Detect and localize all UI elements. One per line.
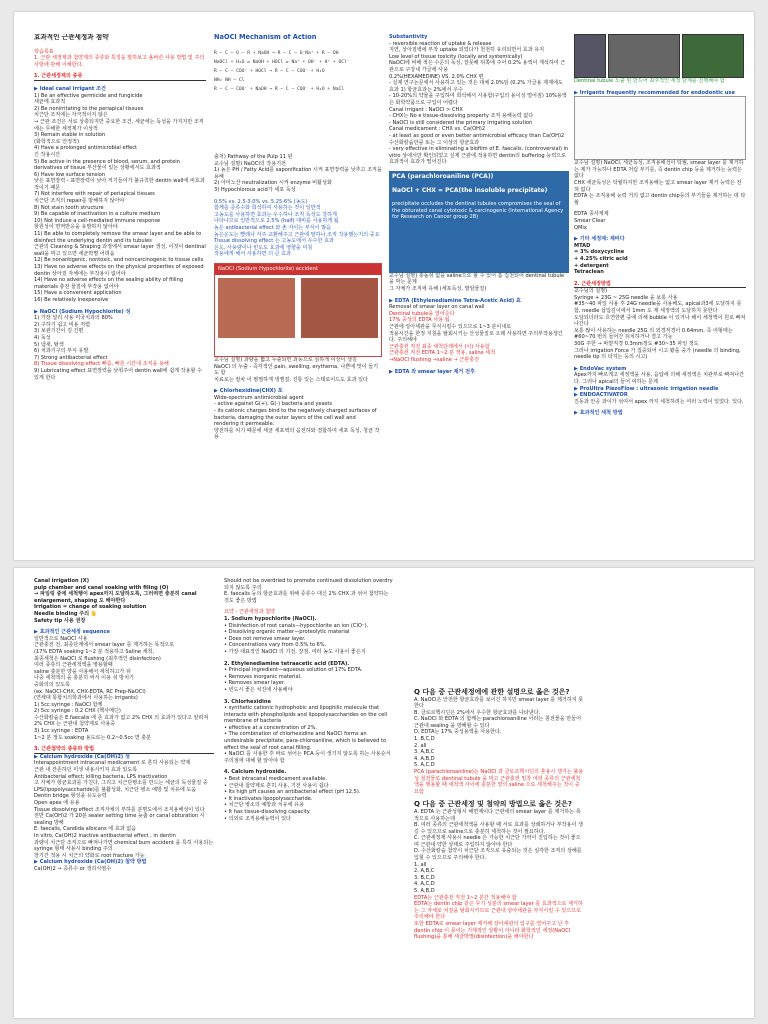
text-line: NaOCl에 비해 적은 수준의 독성, 잘못해 뒤쪽에 주어 0.2% 용액이 재석하여 근관으로 구강내 가글에 사용 xyxy=(389,60,566,73)
text-line: 6) Have low surface tension xyxy=(34,171,106,178)
text-line: MTAD xyxy=(574,242,591,249)
summary-item-line: • 의외로 조직용해능력이 있다 xyxy=(224,815,291,822)
mechanism-caption xyxy=(214,154,382,194)
text-line: 나중 세척액의 을 충분히 써서 이용 섞 방치기 xyxy=(34,675,134,682)
bullet-icon: ▶ xyxy=(34,308,40,315)
text-line: 3) 보관기간이 김 긴편 xyxy=(34,328,84,335)
summary-item-heading: 3. Chlorhexidine xyxy=(224,698,271,705)
text-line: 14) Have no adverse effects on the sealing ability of filling materials 충전 물질에 부작용 없어야 xyxy=(34,277,184,290)
text-line: 2. all xyxy=(414,742,427,749)
text-line: 높은 antibacterial effect 와 촌 자이는 부식이 많음 xyxy=(214,224,332,231)
text-line: 8) Not stain tooth structure xyxy=(34,204,104,211)
bullet-icon: ▶ xyxy=(389,297,395,304)
text-line: 최종세척은 NaOCl 로 flushing (최후적인 disinfection) xyxy=(34,655,161,662)
page1-column-1 xyxy=(34,34,206,554)
text-line: Interappointment intracanal medicament 로 흔히 사용되는 약제 xyxy=(34,760,191,767)
text-line: 전반 Ca(OH)2 가 20분 sealer setting time 늦춤 or canal obturation 시 sealing 방해 xyxy=(34,813,205,826)
text-line: 2. A,B,C xyxy=(414,868,435,875)
summary-item-line: • Principal ingredient—aqueous solution of 17% EDTA. xyxy=(224,667,363,674)
chx-heading: ▶ Chlorhexidine(CHX) 포 xyxy=(214,388,283,395)
text-line: 근관에 상아세관을 무식시킬수 있으므로 1~3 분이내로 xyxy=(389,324,512,331)
caoh-method-heading: ▶ Calcium hydroxide (Ca(OH)2) 첨약 방법 xyxy=(34,859,147,866)
text-line: Tissue dissolving effect 는 고농도에서 우수한 효과 xyxy=(214,238,334,245)
text-line: 4) 독성 xyxy=(34,334,51,341)
text-line: 0.2%(HEXAMEDINE) VS. 2.0% CHX 편 xyxy=(389,73,484,80)
text-line: 7) Strong antibacterial effect xyxy=(34,354,108,361)
page2-column-3 xyxy=(414,688,584,1014)
text-line: 고 자체가 항균효과를 가진다, 그리고 치근단병소를 만드는 세균의 독성물질 중 LPS(lipopolysaccharide)를 불활성화, 치근단 병소 예방 및 치유에 도움 xyxy=(34,780,208,793)
section-heading: 3. 근관첨약의 종류와 방법 xyxy=(34,746,214,754)
text-line: 교수님 설명) 과량을 짧고 누출되면 과동으로 심하게 이상이 생김 xyxy=(214,356,357,363)
text-line: Dentin bridge 형성을 유도능력 xyxy=(34,793,107,800)
text-line: 수산화칼슘은 E.faecalis 에 존 효과가 없고 2% CHX 의 효과가 있다고 알려져 2% CHX 는 근관내 첨약제로 사용중 xyxy=(34,714,209,728)
bullet-icon: ▶ xyxy=(34,629,40,636)
text-line: 근관충전 직전 EDTA 1~2 분 적용, saline 세척 xyxy=(389,350,496,357)
page2-column-2 xyxy=(224,578,394,1014)
text-line: 9) Be capable of inactivation in a culture medium xyxy=(34,211,161,218)
text-line: Antibacterial effect; killing bacteria, LPS inactivation xyxy=(34,773,168,780)
proultra-heading: ▶ ProUltra PiezoFlow : ultrasonic irrigation needle xyxy=(574,385,719,392)
bullet-icon: ▶ xyxy=(574,365,580,372)
page1-column-4 xyxy=(574,34,746,554)
clinical-photo-2 xyxy=(301,278,378,338)
summary-item-line: • Disinfection of root canals—hypochlorite an ion (ClO⁻). xyxy=(224,622,369,629)
text-line: R — C — COO⁻ + NaOH → R — C — COO⁻ + H₂O + NaCl xyxy=(214,86,344,92)
mechanism-title: NaOCl Mechanism of Action xyxy=(214,34,317,41)
text-line: →NaOCl flushing →saline → 근관충전 xyxy=(389,357,480,363)
text-line: 1. all xyxy=(414,861,427,868)
text-line: #35~40 파일 사용 후 24G needle을 사용해도, apical과3에 도달하지 못함, needle 삽입깊이에서 1mm 도 제 세정액의 도달하지 못한다 xyxy=(574,301,742,315)
text-line: 6) 치과기구의 부식 유발 xyxy=(34,348,89,355)
goal-text: 1. 근관 세정제과 첨약제의 종류와 특징을 말하보고 올바른 사용 방법 및 주의 사항에 관해 이해한다. xyxy=(34,55,205,68)
sem-photos xyxy=(574,34,746,78)
text-line: NH₂ NH — Cl xyxy=(214,77,245,83)
text-line: 과량이 치근단 조직으로 빠져나가면 chemical burn accident 을 특히 사용되는 syringe 형태 사용시 binding 주의 xyxy=(34,839,214,853)
text-line: 낮은 표면장력 - 표면장력이 낮아 저기들어가 불규칙한 dentin wall에 비효과적이기 때문 xyxy=(34,178,205,191)
concentration-list xyxy=(214,199,382,258)
text-line: Needle binding 주의 🖐 xyxy=(34,610,98,617)
text-line: 2) 구하기 쉽고 비용 저렴 xyxy=(34,321,90,328)
summary-item-line: • 치근단 병소의 예방과 치유에 유용 xyxy=(224,802,304,809)
text-line: 지연, 상아질벽에 부착 uptake 되었다가 천천히 유리되면서 효과 유지 xyxy=(389,47,545,54)
text-line: 2) Be nonirritating to the periapical tissues xyxy=(34,105,144,112)
mechanism-equations xyxy=(214,49,382,94)
text-line: 10) Not induce a cell-mediated immune response xyxy=(34,217,161,224)
summary-item-line: • Concentrations vary from 0.5% to 6%. xyxy=(224,642,327,649)
question-1-options xyxy=(414,697,584,770)
ideal-heading: ▶ Ideal canal irrigant 조건 xyxy=(34,85,106,92)
text-line: D. EDTA는 17% 중성용액을 사용한다. xyxy=(414,729,502,736)
sem-photo-1 xyxy=(574,34,606,78)
substantivity-heading: Substantivity xyxy=(389,34,428,40)
accident-figure xyxy=(214,263,382,357)
other-irrigant-list xyxy=(574,243,746,276)
text-line: 1) 5cc syringe : NaOCl 함께 xyxy=(34,701,103,708)
text-line: 5) Be active in the presence of blood, serum, and protein derivatives of tissue 부산물이 있는 상황에서도 효과적 xyxy=(34,158,180,172)
edta-heading: ▶ EDTA (Ethylenediamine Tetra-Acetic Acid) 효 xyxy=(389,297,521,304)
sequence-list xyxy=(34,636,214,742)
text-line: R — C — COO⁻ + HOCl → R — C — COO⁻ + H₂O xyxy=(214,68,325,74)
text-line: 13) Have no adverse effects on the physical properties of exposed dentin 상아질 자체에는 부작용이 없어야 xyxy=(34,264,204,277)
section-heading: 1. 근관세정제의 종류 xyxy=(34,73,206,81)
text-line: 1) 높은 PH / Fatty Acid를 saponification 시켜 표면장력을 낮추고 조직을 용해 xyxy=(214,167,382,180)
summary-item-line: • Dissolving organic matter—proteolytic material xyxy=(224,629,350,636)
text-line: (ex. NaOCl-CHX, CHX-EDTA, RC Prep-NaOCl) xyxy=(34,688,146,695)
text-line: 0.5% vs. 2.5-3.0% vs. 5.25-6% (농도) xyxy=(214,198,308,205)
text-line: E. faecalis, Candida albicans 에 효과 없음 xyxy=(34,826,137,833)
text-line: E. faecalis 등의 항균효과를 위해 증류수 대신 2% CHX 과 섞어 첨약하는 것도 좋은 방법 xyxy=(224,591,389,604)
text-line: 1~2 분 정도 soaking 용도로는 0.2~0.5cc 면 충분 xyxy=(34,734,152,741)
summary-heading: 요약 - 근관세정과 첨약 xyxy=(224,609,275,616)
text-line: 장기간 적용 시 치근의 약화로 root fracture 가능 xyxy=(34,852,145,859)
pca-equation: NaOCl + CHX = PCA(the insoluble precipitate) xyxy=(392,187,548,195)
text-line: B. 여러 종류의 근관세척액을 사용할 때 서로 효과를 상쇄하거나 부작용이 생길 수 있으므로 saline으로 충분히 세척하는 것이 필요하다. xyxy=(414,822,583,835)
text-line: 3. B,C,D xyxy=(414,874,435,881)
text-line: saline 충분한 양을 사용해서 세척하고가 뒤 xyxy=(34,668,131,675)
text-line: - very effective in eliminating a biofilm of E. faecalis. (controversial) in vitro 상에서만 확인되었고 실제 근관에 적용하면 dentin의 buffering 능력으로 효과적이 효과가 떨어진다 xyxy=(389,146,569,166)
chx-subtitle: Wide-spectrum antimicrobial agent xyxy=(214,394,304,401)
text-line: 여러 종류의 근관세척액을 병용할때 xyxy=(34,662,113,669)
page1-column-2 xyxy=(214,34,382,554)
text-line: 적용시간을 한정 지침을 탈회시키는 산성물질로 오래 사용하면 주의부작용생긴다. 주의해야 xyxy=(389,330,563,344)
text-line: pulp chamber and canal soaking with filing (O) xyxy=(34,584,169,591)
text-line: Low level of tissue toxicity (locally and systemically) xyxy=(389,53,523,60)
text-line: → 근관 조건은 서로 상충되지만 중요한 조건, 세균에는 독성을 가지지만 조직에는 무해한 세정제가 이상적 xyxy=(34,118,204,132)
summary-item-line: • It has tissue-dissolving capacity. xyxy=(224,809,311,815)
text-line: 16) Be relatively inexpensive xyxy=(34,296,109,303)
summary-item-line: • Removes smear layer. xyxy=(224,680,286,687)
text-line: R — C — O — R + NaOH → R — C — O⁻Na⁺ + R — OH xyxy=(214,50,339,56)
text-line: + detergent xyxy=(574,262,609,269)
text-line: (연세대 통합치의학과에서 사용하는 irrigants) xyxy=(34,695,138,702)
text-line: 1. B,C,D xyxy=(414,736,435,743)
doc-title: 효과적인 근관세정과 첨약 xyxy=(34,34,109,41)
text-line: 3) Hypochlorous acid가 세포 독성 xyxy=(214,186,296,193)
text-line: 5. A,C,D xyxy=(414,762,435,769)
text-line: 그러나 irrigation Force 가 집중되어 시고 봤을 중가 (needle 의 binding, needle tip 의 타지는 등의 시고) xyxy=(574,347,741,361)
text-line: 3) 1cc syringe : EDTA xyxy=(34,728,89,735)
bullet-icon: ▶ xyxy=(34,753,40,760)
text-line: - CHX는 No e tissue-dissolving property 조직 용해능력 없다 xyxy=(389,113,534,120)
text-line: B. 클로르헥시딘은 2%에서 우수한 항균효과를 나타낸다. xyxy=(414,709,541,716)
text-line: - reversible reaction of uptake & release xyxy=(389,40,492,47)
text-line: A. NaOCl은 안전한 항균효과를 보이긴 하지만 smear layer 를 제거하지 못한다 xyxy=(414,696,584,710)
sem-photo-3 xyxy=(682,34,744,78)
text-line: Smear Clear xyxy=(574,217,606,224)
text-line: Syringe + 23G ~ 25G needle 을 보통 사용 xyxy=(574,294,678,301)
pca-notes xyxy=(389,273,569,293)
text-line: 온도, 사용량이나 빈도도 효과에 영향을 미침 xyxy=(214,244,313,251)
accident-title: NaOCl (Sodium Hypochlorite) accident xyxy=(215,264,381,275)
summary-item-line: • 가장 대표적인 NaOCl 의 기전, 장점, 여러 농도 사용이 좋은지 xyxy=(224,648,366,655)
text-line: 근관 내 잔존하던 미생 내용사키지 효과 있도록 xyxy=(34,767,138,774)
text-line: 11) Be able to completely remove the smear layer and be able to disinfect the underlying dentin and its tubules xyxy=(34,231,202,244)
text-line: 도달되더라도 흐연한편 중에 의해 bubble 이 있거나 해서 세정액이 원로 빠져나간다 xyxy=(574,314,746,328)
text-line: 작용에게 해서 사용하면 더 큰 효과 xyxy=(214,251,291,258)
section-heading: 2. 근관세정방법 xyxy=(574,281,746,289)
text-line: = 3% doxycycline xyxy=(574,249,625,256)
caoh-method-text: Ca(OH)2 → 증류수 or 생리식염수 xyxy=(34,865,112,872)
clinical-photo-1 xyxy=(218,278,295,338)
sem-photo-2 xyxy=(608,34,680,78)
caoh-heading: ▶ Calcium hydroxide (Ca(OH)2) 성 xyxy=(34,753,130,760)
summary-item-line: • 근관내 첨약제로 흔히 사용, 기전 사용이 쉽다 xyxy=(224,782,329,789)
irrigation-method-list xyxy=(574,288,746,361)
edta-list xyxy=(389,304,569,363)
irrigant-table xyxy=(574,96,746,160)
question-2-options xyxy=(414,809,584,895)
sequence-heading: ▶ 효과적인 근관세정 sequence xyxy=(34,629,110,636)
text-line: 4) Have a prolonged antimicrobial effect xyxy=(34,145,138,152)
mechanism-figure xyxy=(214,34,382,154)
text-line: Irrigation = change of soaking solution xyxy=(34,604,147,611)
text-line: 근관충전 전, 최종단계에서 smear layer 를 제거하는 목적으로 xyxy=(34,642,175,649)
text-line: 교수님 설명) 충돌섞 없을 saline으로 할 수 있어 흡 집천되어 dentinal tubule을 막는 문제 xyxy=(389,272,565,286)
bullet-icon: ▶ xyxy=(574,89,580,96)
question-2: Q 다음 중 근관세정 및 첨약의 방법으로 옳은 것은? xyxy=(414,800,572,809)
text-line: 12) Be nonantigenic, nontoxic, and noncarcinogenic to tissue cells xyxy=(34,257,204,264)
summary-item-heading: 2. Ethylenediamine tetraacetic acid (EDTA). xyxy=(224,660,350,667)
text-line: 2) 아미노산 neutralization 시켜 enzyme 비활성화 xyxy=(214,180,332,187)
naocl-list xyxy=(34,315,206,381)
text-line: EDTA 종사제제 xyxy=(574,211,609,218)
summary-item-line: • synthetic cationic hydrophobic and lipophilic molecule that interacts with phospholipids and lipopolysaccharides on the cell membrane of bacteria xyxy=(224,705,388,725)
endovac-heading: ▶ EndoVac system xyxy=(574,365,627,372)
summary-item-line: • It inactivates lipopolysaccharide. xyxy=(224,795,313,802)
text-line: 보통 많이 사용하는 needle 25G 의 외경직경이 0.64mm, 즉 여형태는 #60~70 번의 들어간 뒤치하거나 결고 가능 xyxy=(574,327,733,341)
edta-mix-heading: ▶ EDTA 와 smear layer 제거 전후 xyxy=(389,368,475,375)
text-line: 근관의 Cleaning & Shaping 과정에서 smear layer 생성, 이것이 dentinal wall을 막고 있으면 세균박멸 어려움 xyxy=(34,244,206,257)
bullet-icon: ▶ xyxy=(34,85,40,92)
text-line: - active against G(+), G(-) bacteria and yeasts xyxy=(214,401,333,408)
text-line: In vitro, Ca(OH)2 inactive antibacterial effect , in dentin xyxy=(34,832,176,839)
text-line: 높은온도는 빨래나 자주 교환해주고 근관에 말하나 조직 작용했는지의 중요 xyxy=(214,231,380,238)
naocl-heading: ▶ NaOCl (Sodium Hypochlorite) 성 xyxy=(34,308,131,315)
text-line: 8) Tissue dissolving effect 빠름, 빠른 시간내 조직을 용해 xyxy=(34,361,169,368)
text-line: 2) 5cc syringe : 0.2 CHX (헥사메딘) xyxy=(34,708,121,715)
text-line: 치근단 조직의 repair를 방해하지 않아야 xyxy=(34,198,125,205)
text-line: 교수님 설명) NaOCl의 작용기전 xyxy=(214,160,286,167)
explanation-2: EDTA는 근관충전 직전 1~2 분간 적용해야 함 EDTA는 dentin chip 같은 무기 성분의 smear layer 를 효과적으로 제거하는 그 자체로 치질을 탈회시키므로 근관내 상아세관을 부식시킬 수 있으므로 주의해야 한다 또한 EDTA로 smear layer 제거해 상아세관의 입구를 열어주고 난 후 dentin chip 이 뭉이는 기계적인 상황이 아니라 화학적인 세정(NaOCl flushing)을 통해 세균박멸(disinfection)을 해야한다 xyxy=(414,894,583,941)
text-line: 세균에 효과적 xyxy=(34,99,66,106)
effective-method-heading: ▶ 효과적인 세척 방법 xyxy=(574,410,623,417)
chx-list xyxy=(214,401,382,441)
ideal-list xyxy=(34,93,206,304)
pca-figure xyxy=(389,171,569,273)
summary-item-line: • NaOCl 를 사용한 후 바로 섞어는 PCA 등이 생기지 않도록 하는 사용순서 주의점에 대해 할 알아야 함 xyxy=(224,751,391,764)
text-line: - NaOCl is still considered the primary irrigating solution xyxy=(389,119,533,126)
caoh-list xyxy=(34,760,214,859)
bullet-icon: ▶ xyxy=(389,368,395,375)
text-line: - 실제 연구논문에서 사용하고 있는 것은 대체 2.0%임 (0.2% 가글용 제제에도 효과 1) 항균효과는 2%에서 우수 xyxy=(389,80,563,93)
explanation-1: PCA (parachloroaniline)는 NaOCl 과 클로르헥시딘의 혼용시 생기는 불용성 침전물로 dentinal tubule 을 막고 근관충전 밀착 여러 종류의 근관세척액을 병용할 때 세척액 사이에 충분한 양의 saline 으로 세척해주는 것이 중요함 xyxy=(414,769,584,795)
document-page-1 xyxy=(14,12,754,560)
text-line: Canal medicament : CHX vs. Ca(OH)2 xyxy=(389,126,486,133)
pca-title: PCA (parachloroaniline (PCA)) xyxy=(392,172,494,180)
text-line: Canal irrigation (X) xyxy=(34,578,90,584)
endovac-text: Apex까지 빠르게고 세정액을 사용, 음압에 의해 세정액은 치관부로 빠져나간다. 그러나 apical의 들어 여하는 문제 xyxy=(574,372,745,385)
goal-heading: 학습목표 xyxy=(34,48,54,55)
text-line: 출처) Pathway of the Pulp 11 판 xyxy=(214,154,293,160)
text-line: 치근단 조직에는 자극적이지 않은 xyxy=(34,112,108,119)
bullet-icon: ▶ xyxy=(34,859,40,866)
summary-list xyxy=(224,616,394,827)
canal-irrigation-notes xyxy=(34,578,214,624)
page1-column-3 xyxy=(389,34,569,554)
text-line: 교수님 설명) NaOCl, 세균독성, 조직용해성이 탁월, smear layer 를 제거하는 제가 가능하나 EDTA 처럼 부기를, 즉 dentin chip 등을 제거하는 능력은 없다 xyxy=(574,160,744,180)
text-line: - its cationic charges bind to the negatively charged surfaces of bacteria, damaging the outer layers of the cell wall and rendering it permeable. xyxy=(214,408,377,428)
text-line: → 파일링 중에 세척행이 apex까지 도달하도록, 그러려면 충분히 canal enlargement, shaping 도 해야한다 xyxy=(34,591,197,604)
text-line: NaOCl + H₂O ⇌ NaOH + HOCl ⇌ Na⁺ + OH⁻ + H⁺ + OCl⁻ xyxy=(214,59,350,65)
text-line: Tissue dissolving effect 조직자체의 부하를 분명도에서 조직용해성이 있다 xyxy=(34,806,205,813)
text-line: - at least as good or even better antimicrobial efficacy than Ca(OH)2 수산화칼슘만큼 또는 그 이상의 항균효과 xyxy=(389,132,565,146)
text-line: 그 자체가 조직에 유해 (세포독성, 발암물질) xyxy=(389,286,487,293)
text-line: 나타나므로 일반적으로 2.5% (half) 대비를 사용하게 됨 xyxy=(214,218,339,225)
text-line: 항원성이 면역반응을 유발하지 않아야 xyxy=(34,224,118,231)
endoactivator-heading: ▶ ENDOACTIVATOR xyxy=(574,392,628,399)
text-line: 고농도를 사용하면 효과는 우수하나 조직 독성도 강하게 xyxy=(214,211,337,218)
text-line: 4. A,B,D xyxy=(414,755,435,762)
bullet-icon: ▶ xyxy=(574,410,580,417)
text-line: 함께를 증류수와 희석하여 사용하는 것이 일반적 xyxy=(214,205,321,212)
bullet-icon: ▶ xyxy=(574,385,580,392)
text-line: 9) Lubricating effect 표면장력을 낮춰주어 dentin wall에 쉽게 작용할 수 있게 한다 xyxy=(34,367,202,381)
pca-description: precipitate occludes the dentinal tubules compromises the seal of the obturated canal cytotoxic & carcinogenic (International Agency for Research on Cancer group 2B) xyxy=(392,201,564,221)
text-line: 5) 냄새, 탈색 xyxy=(34,341,64,348)
text-line: 15) Have a convenient application xyxy=(34,290,122,297)
bullet-icon: ▶ xyxy=(574,392,580,399)
text-line: 7) Not interfere with repair of periapical tissues xyxy=(34,191,155,198)
endoactivator-text: 진동과 안공 과이가 섞여서 apex 까지 세척하려는 여러 노력이 있었다. 있다. xyxy=(574,398,744,405)
summary-item-line: • 빈도시 좋은 치진에 사용해야 xyxy=(224,686,293,693)
text-line: C. 근관세정제 사용시 needle 은 가능한 치근단 가까이 진입하는 것이 좋으며 근관내 약한 상태로 주입하지 않아야 한다 xyxy=(414,835,581,848)
text-line: Canal irrigant : NaOCl > CHX xyxy=(389,106,463,113)
text-line: EDTA 는 조직용해 능력 거의 없고 dentin chip등의 부기들을 제거하는 데 탁월 xyxy=(574,193,746,206)
text-line: Safety tip 사용 권장 xyxy=(34,617,86,624)
text-line: 치료로는 절차 이 찜찜하게 냉찜질, 진통 있는 스테로이드도 효과 있다 xyxy=(214,376,368,383)
text-line: 교수님의 설명) xyxy=(574,288,608,295)
text-line: 3. A,B,C xyxy=(414,749,435,756)
text-line: (화학적으로 안정적) xyxy=(34,138,79,145)
question-1: Q 다음 중 근관세정에에 관한 설명으로 옳은 것은? xyxy=(414,688,570,696)
text-line: Tetraclean xyxy=(574,269,604,276)
document-page-2 xyxy=(14,568,754,1018)
summary-item-heading: 4. Calcium hydroxide. xyxy=(224,769,287,776)
text-line: - 10-20%의 약물을 구입하여 희석해서 사용함(구입의 용이성 떨어짐) 10%용액은 화학약품으로 구입이 어렵다 xyxy=(389,93,567,106)
page2-column-1 xyxy=(34,578,214,1014)
overdry-notes xyxy=(224,578,394,604)
text-line: QMix xyxy=(574,224,587,231)
summary-item-line: • effective at a concentration of 2%. xyxy=(224,724,317,731)
text-line: NaOCl 의 누출 - 즉각적인 pain, swelling, erythema, 나쁜에 맛이 들기도 함 xyxy=(214,363,379,377)
photo-caption: Dentinal tubule 노출 된 만드어 최후적인 세정 단계를 진행해야 함 xyxy=(574,78,725,84)
summary-item-heading: 1. Sodium hypochlorite (NaOCl). xyxy=(224,615,317,622)
irrigant-table-heading: ▶ Irrigants frequently recommended for endodontic use xyxy=(574,89,735,96)
irrigant-notes xyxy=(574,160,746,206)
summary-item-line: • Does not remove smear layer. xyxy=(224,635,306,642)
text-line: (17% EDTA soaking 1~2 분 적용하고 Saline 세척, xyxy=(34,648,155,655)
text-line: 중화의의 있도록 xyxy=(34,681,71,688)
accident-notes xyxy=(214,357,382,383)
text-line: 1) Be an effective germicide and fungicide xyxy=(34,92,143,99)
text-line: D. 수산화칼슘 첨약시 치근단 조직으로 유출되는 것은 심각한 조직의 상해를 입힐 수 있으므로 주의해야 한다. xyxy=(414,848,582,862)
summary-item-line: • Its high pH causes an antibacterial effect (pH 12.5). xyxy=(224,789,361,796)
bullet-icon: ▶ xyxy=(214,388,220,395)
substantivity-list xyxy=(389,41,569,166)
text-line: 1) 가장 널리 사용 미국치과의 80% xyxy=(34,315,113,322)
text-line: Should not be overdried to promote continued dissolution overdry 되지 않도록 주의 xyxy=(224,578,393,591)
text-line: A. EDTA 는 근관성형시 해면제이다 근관세의 smear layer 를 제거하는 목적으로 사용하는데 xyxy=(414,808,581,822)
summary-item-line: • Best intracanal medicament available. xyxy=(224,776,327,783)
text-line: 긴 작용시간 xyxy=(34,151,61,158)
other-irrigant-heading: ▶ 기타 세정제: 제바다 xyxy=(574,236,625,243)
text-line: 30G 주한 → 바깥직경 0.3mm정도 #30~35 파일 정도 xyxy=(574,341,699,348)
edta-products xyxy=(574,211,746,231)
text-line: Removal of smear layer on canal wall xyxy=(389,304,485,311)
text-line: Dentinal tubule을 열어준다 xyxy=(389,310,455,317)
text-line: 3) Remain stable in solution xyxy=(34,132,106,139)
bullet-icon: ▶ xyxy=(574,236,580,243)
text-line: Open apex 에 유용 xyxy=(34,800,80,806)
text-line: 일반적으로 NaOCl 사용 xyxy=(34,635,88,642)
text-line: 양전하를 띠기 때문에 세균 세포벽의 음전하와 결합하여 세포 독성, 청균 작용 xyxy=(214,427,380,441)
summary-item-line: • Removes inorganic material. xyxy=(224,673,302,680)
text-line: C. NaOCl 와 EDTA 의 함께는 parachloroaniline 이라는 침전물을 만들어 근관내 sealing 을 방해할 수 있다 xyxy=(414,716,581,729)
text-line: 17% 중성의 EDTA 사용 됨 xyxy=(389,317,450,324)
text-line: CHX 세균독성은 탁월하지만 조직용해는 없고 smear layer 제거 능력은 전혀 없다 xyxy=(574,179,742,193)
text-line: + 4.25% citric acid xyxy=(574,255,628,262)
summary-item-line: • The combination of chlorhexidine and NaOCl forms an undesirable precipitate, para-chloroaniline, which is believed to effect the seal of root canal filling. xyxy=(224,731,387,751)
text-line: 근관충전 직전 최종 세척단계에서 (이) 사용함 xyxy=(389,343,490,350)
text-line: 4. A,C,D xyxy=(414,881,435,888)
text-line: 5. A,B,D xyxy=(414,888,435,895)
